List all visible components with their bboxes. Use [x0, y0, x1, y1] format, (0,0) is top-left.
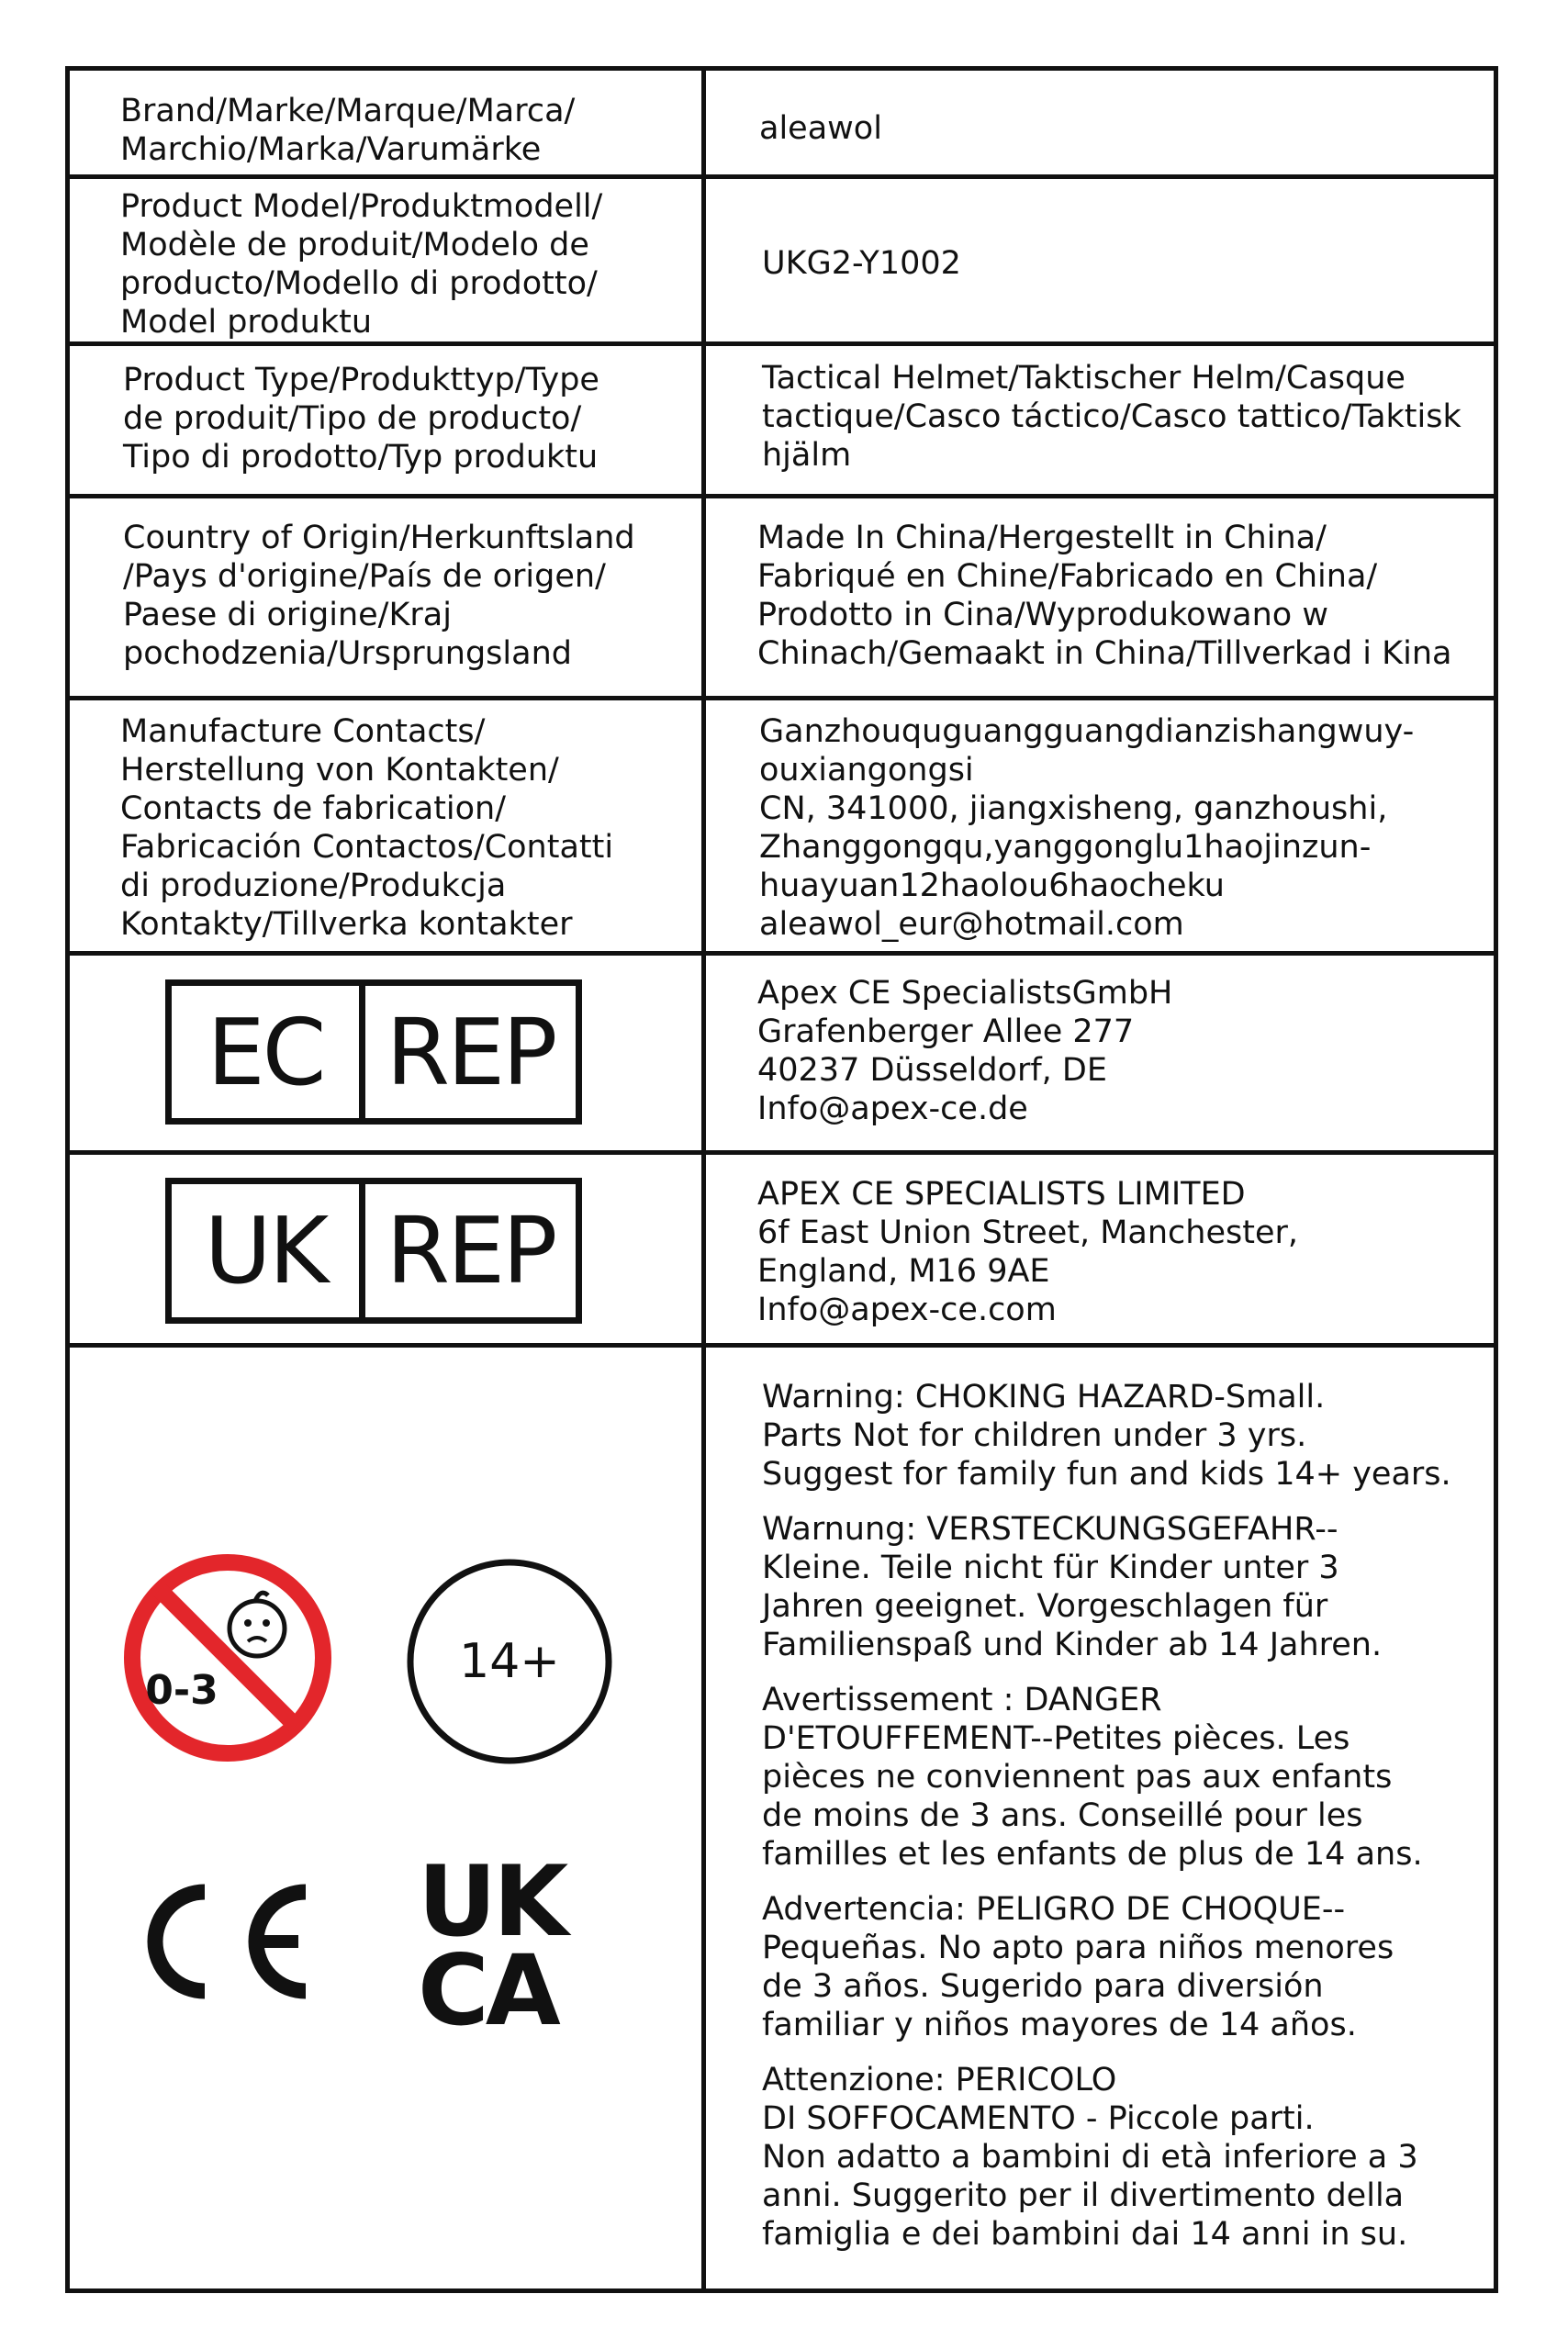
model-value: UKG2-Y1002 — [762, 245, 961, 282]
ukca-line2: CA — [418, 1934, 557, 2031]
ec-rep-address: Apex CE SpecialistsGmbH Grafenberger Allee 277 40237 Düsseldorf, DE Info@apex-ce.de — [757, 975, 1173, 1127]
column-divider — [701, 66, 706, 2293]
manufacture-value: Ganzhouquguangguangdianzishangwuy- ouxiangongsi CN, 341000, jiangxisheng, ganzhoushi, Zhanggongqu,yanggonglu1haojinzun- huayuan12haolou6haocheku aleawol_eur@hotmail.com — [759, 713, 1415, 943]
ce-c-shape — [155, 1892, 205, 1991]
warning-de: Warnung: VERSTECKUNGSGEFAHR-- Kleine. Teile nicht für Kinder unter 3 Jahren geeignet. Vorgeschlagen für Familienspaß und Kinder ab 14 Jahren. — [762, 1511, 1383, 1663]
ec-rep-badge-left: EC — [172, 986, 365, 1118]
row-divider — [65, 174, 1498, 179]
warning-it: Attenzione: PERICOLO DI SOFFOCAMENTO - Piccole parti. Non adatto a bambini di età inferiore a 3 anni. Suggerito per il divertimento della famiglia e dei bambini dai 14 anni in su. — [762, 2062, 1418, 2253]
row-divider — [65, 1343, 1498, 1348]
row-divider — [65, 696, 1498, 700]
age-14-plus-icon — [404, 1556, 615, 1767]
uk-rep-badge — [165, 1178, 582, 1324]
uk-rep-badge-right: REP — [386, 1197, 555, 1304]
warning-fr: Avertissement : DANGER D'ETOUFFEMENT--Petites pièces. Les pièces ne conviennent pas aux enfants de moins de 3 ans. Conseillé pour les familles et les enfants de plus de 14 ans. — [762, 1682, 1423, 1873]
type-value: Tactical Helmet/Taktischer Helm/Casque tactique/Casco táctico/Casco tattico/Taktisk hjälm — [762, 360, 1462, 474]
type-label: Product Type/Produkttyp/Type de produit/Tipo de producto/ Tipo di prodotto/Typ produktu — [123, 362, 599, 476]
ukca-line1: UK — [418, 1857, 566, 1958]
model-label: Product Model/Produktmodell/ Modèle de produit/Modelo de producto/Modello di prodotto/ Model produktu — [120, 188, 603, 341]
brand-label: Brand/Marke/Marque/Marca/ Marchio/Marka/Varumärke — [120, 93, 576, 168]
ce-mark-icon — [131, 1877, 315, 2006]
uk-rep-address: APEX CE SPECIALISTS LIMITED 6f East Union Street, Manchester, England, M16 9AE Info@apex-ce.com — [757, 1176, 1299, 1328]
ec-rep-badge — [165, 979, 582, 1125]
uk-rep-badge-left: UK — [172, 1184, 365, 1317]
row-divider — [65, 341, 1498, 346]
ukca-mark-icon — [418, 1857, 592, 2031]
origin-value: Made In China/Hergestellt in China/ Fabriqué en Chine/Fabricado en China/ Prodotto in Cina/Wyprodukowano w Chinach/Gemaakt in China/Tillverkad i Kina — [757, 520, 1452, 672]
row-divider — [65, 951, 1498, 956]
origin-label: Country of Origin/Herkunftsland /Pays d'origine/País de origen/ Paese di origine/Kraj pochodzenia/Ursprungsland — [123, 520, 635, 672]
warnings-text — [762, 1378, 1451, 2270]
row-divider — [65, 1150, 1498, 1155]
age-14-text: 14+ — [459, 1634, 560, 1689]
warning-en: Warning: CHOKING HAZARD-Small. Parts Not for children under 3 yrs. Suggest for family fun and kids 14+ years. — [762, 1379, 1451, 1493]
warning-es: Advertencia: PELIGRO DE CHOQUE-- Pequeñas. No apto para niños menores de 3 años. Sugerido para diversión familiar y niños mayores de 14 años. — [762, 1891, 1394, 2043]
age-range-text: 0-3 — [145, 1667, 218, 1714]
ec-rep-badge-right: REP — [386, 998, 555, 1106]
no-children-0-3-icon — [118, 1548, 338, 1768]
row-divider — [65, 494, 1498, 498]
manufacture-label: Manufacture Contacts/ Herstellung von Kontakten/ Contacts de fabrication/ Fabricación Contactos/Contatti di produzione/Produkcja Kontakty/Tillverka kontakter — [120, 713, 614, 943]
baby-face — [230, 1593, 285, 1656]
brand-value: aleawol — [759, 110, 882, 147]
